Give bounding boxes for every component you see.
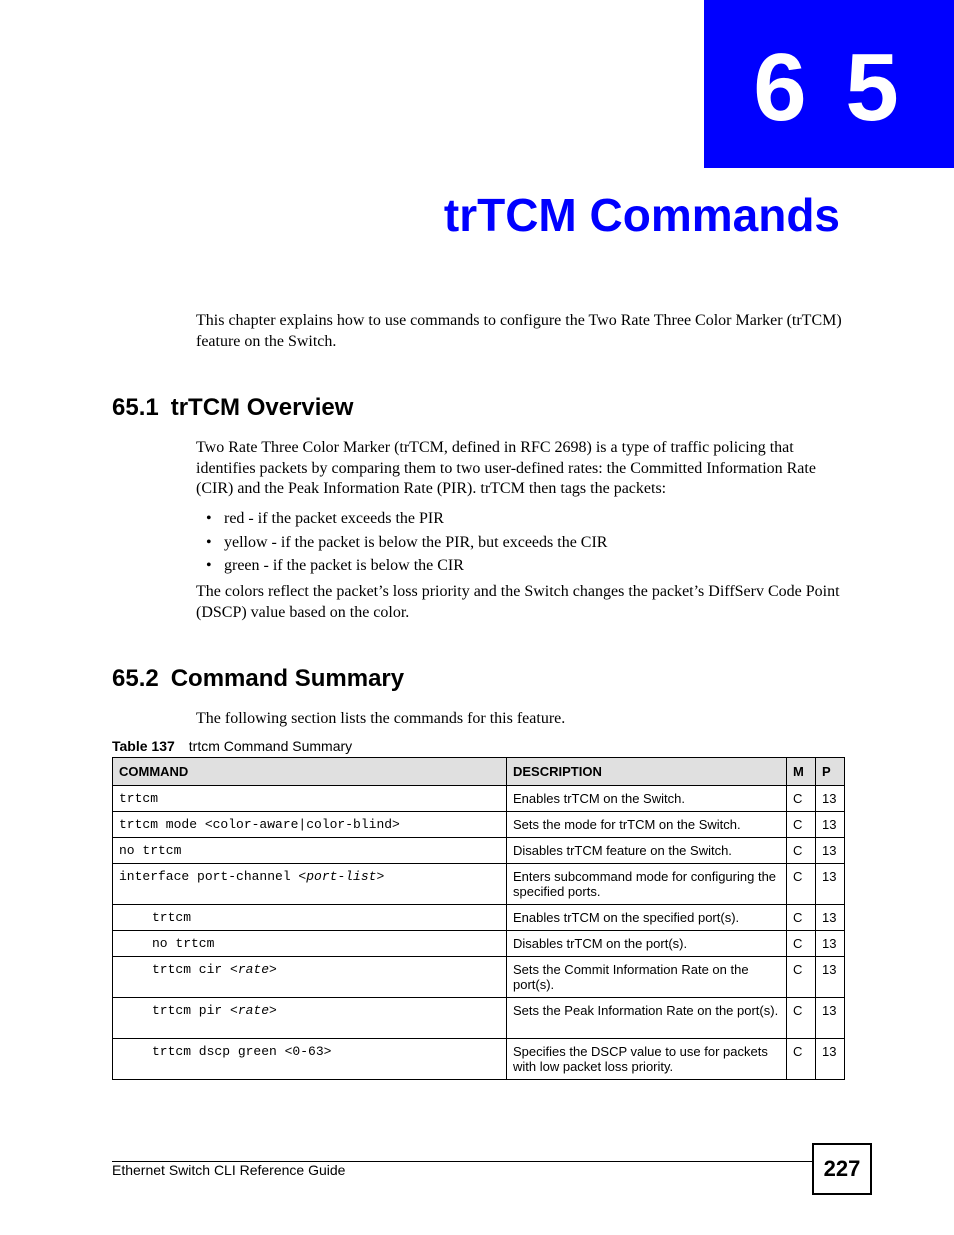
section-number: 65.2 [112, 665, 159, 692]
chapter-title: trTCM Commands [443, 189, 840, 241]
privilege-cell: 13 [816, 998, 845, 1039]
description-cell: Enables trTCM on the Switch. [507, 786, 787, 812]
summary-paragraph: The following section lists the commands for this feature. [196, 710, 566, 727]
table-row [113, 1039, 845, 1080]
table-caption-text: trtcm Command Summary [188, 738, 353, 754]
table-row [113, 998, 845, 1039]
section-number: 65.1 [112, 394, 159, 421]
description-cell: Enables trTCM on the specified port(s). [507, 905, 787, 931]
table-row [113, 786, 845, 812]
header-p: P [816, 758, 845, 786]
mode-cell: C [787, 838, 816, 864]
section-title: trTCM Overview [170, 394, 354, 421]
privilege-cell: 13 [816, 957, 845, 998]
mode-cell: C [787, 1039, 816, 1080]
mode-cell: C [787, 905, 816, 931]
description-cell: Sets the mode for trTCM on the Switch. [507, 812, 787, 838]
command-cell: trtcm pir <rate> [113, 998, 507, 1039]
list-item: • green - if the packet is below the CIR [206, 557, 464, 574]
colors-paragraph: The colors reflect the packet’s loss priority and the Switch changes the packet’s DiffServ Code Point (DSCP) value based on the color. [196, 583, 840, 621]
command-cell: trtcm dscp green <0-63> [113, 1039, 507, 1080]
section-title: Command Summary [170, 665, 405, 692]
command-cell: trtcm mode <color-aware|color-blind> [113, 812, 507, 838]
list-item: • yellow - if the packet is below the PIR, but exceeds the CIR [206, 533, 608, 551]
footer-guide-title: Ethernet Switch CLI Reference Guide [112, 1162, 346, 1178]
privilege-cell: 13 [816, 905, 845, 931]
command-summary-table [112, 757, 845, 1080]
header-m: M [787, 758, 816, 786]
section-heading-overview [112, 396, 353, 420]
description-cell: Enters subcommand mode for configuring the specified ports. [507, 864, 787, 905]
chapter-number: 6 5 [753, 34, 905, 141]
mode-cell: C [787, 812, 816, 838]
chapter-number-box [704, 0, 954, 168]
privilege-cell: 13 [816, 1039, 845, 1080]
command-cell: no trtcm [113, 838, 507, 864]
description-cell: Disables trTCM feature on the Switch. [507, 838, 787, 864]
table-row [113, 838, 845, 864]
mode-cell: C [787, 957, 816, 998]
command-cell: trtcm [113, 905, 507, 931]
privilege-cell: 13 [816, 812, 845, 838]
command-cell: interface port-channel <port-list> [113, 864, 507, 905]
description-cell: Disables trTCM on the port(s). [507, 931, 787, 957]
mode-cell: C [787, 998, 816, 1039]
header-command: COMMAND [113, 758, 507, 786]
mode-cell: C [787, 786, 816, 812]
privilege-cell: 13 [816, 931, 845, 957]
table-row [113, 864, 845, 905]
description-cell: Sets the Peak Information Rate on the port(s). [507, 998, 787, 1039]
header-description: DESCRIPTION [507, 758, 787, 786]
intro-paragraph: This chapter explains how to use commands to configure the Two Rate Three Color Marker (trTCM) feature on the Switch. [196, 312, 842, 350]
page-number: 227 [812, 1143, 872, 1195]
overview-paragraph: Two Rate Three Color Marker (trTCM, defined in RFC 2698) is a type of traffic policing that identifies packets by comparing them to two user-defined rates: the Committed Information Rate (CIR) and the Peak Information Rate (PIR). trTCM then tags the packets: [196, 439, 816, 497]
command-cell: trtcm cir <rate> [113, 957, 507, 998]
privilege-cell: 13 [816, 864, 845, 905]
table-header-row [113, 758, 845, 786]
section-heading-summary [112, 667, 404, 691]
description-cell: Sets the Commit Information Rate on the port(s). [507, 957, 787, 998]
table-row [113, 812, 845, 838]
mode-cell: C [787, 864, 816, 905]
table-row [113, 905, 845, 931]
mode-cell: C [787, 931, 816, 957]
command-cell: trtcm [113, 786, 507, 812]
list-item: • red - if the packet exceeds the PIR [206, 510, 444, 527]
description-cell: Specifies the DSCP value to use for packets with low packet loss priority. [507, 1039, 787, 1080]
table-caption [112, 738, 352, 754]
privilege-cell: 13 [816, 838, 845, 864]
privilege-cell: 13 [816, 786, 845, 812]
table-label: Table 137 [112, 738, 175, 754]
command-cell: no trtcm [113, 931, 507, 957]
table-row [113, 957, 845, 998]
color-bullet-list [206, 507, 607, 578]
table-row [113, 931, 845, 957]
